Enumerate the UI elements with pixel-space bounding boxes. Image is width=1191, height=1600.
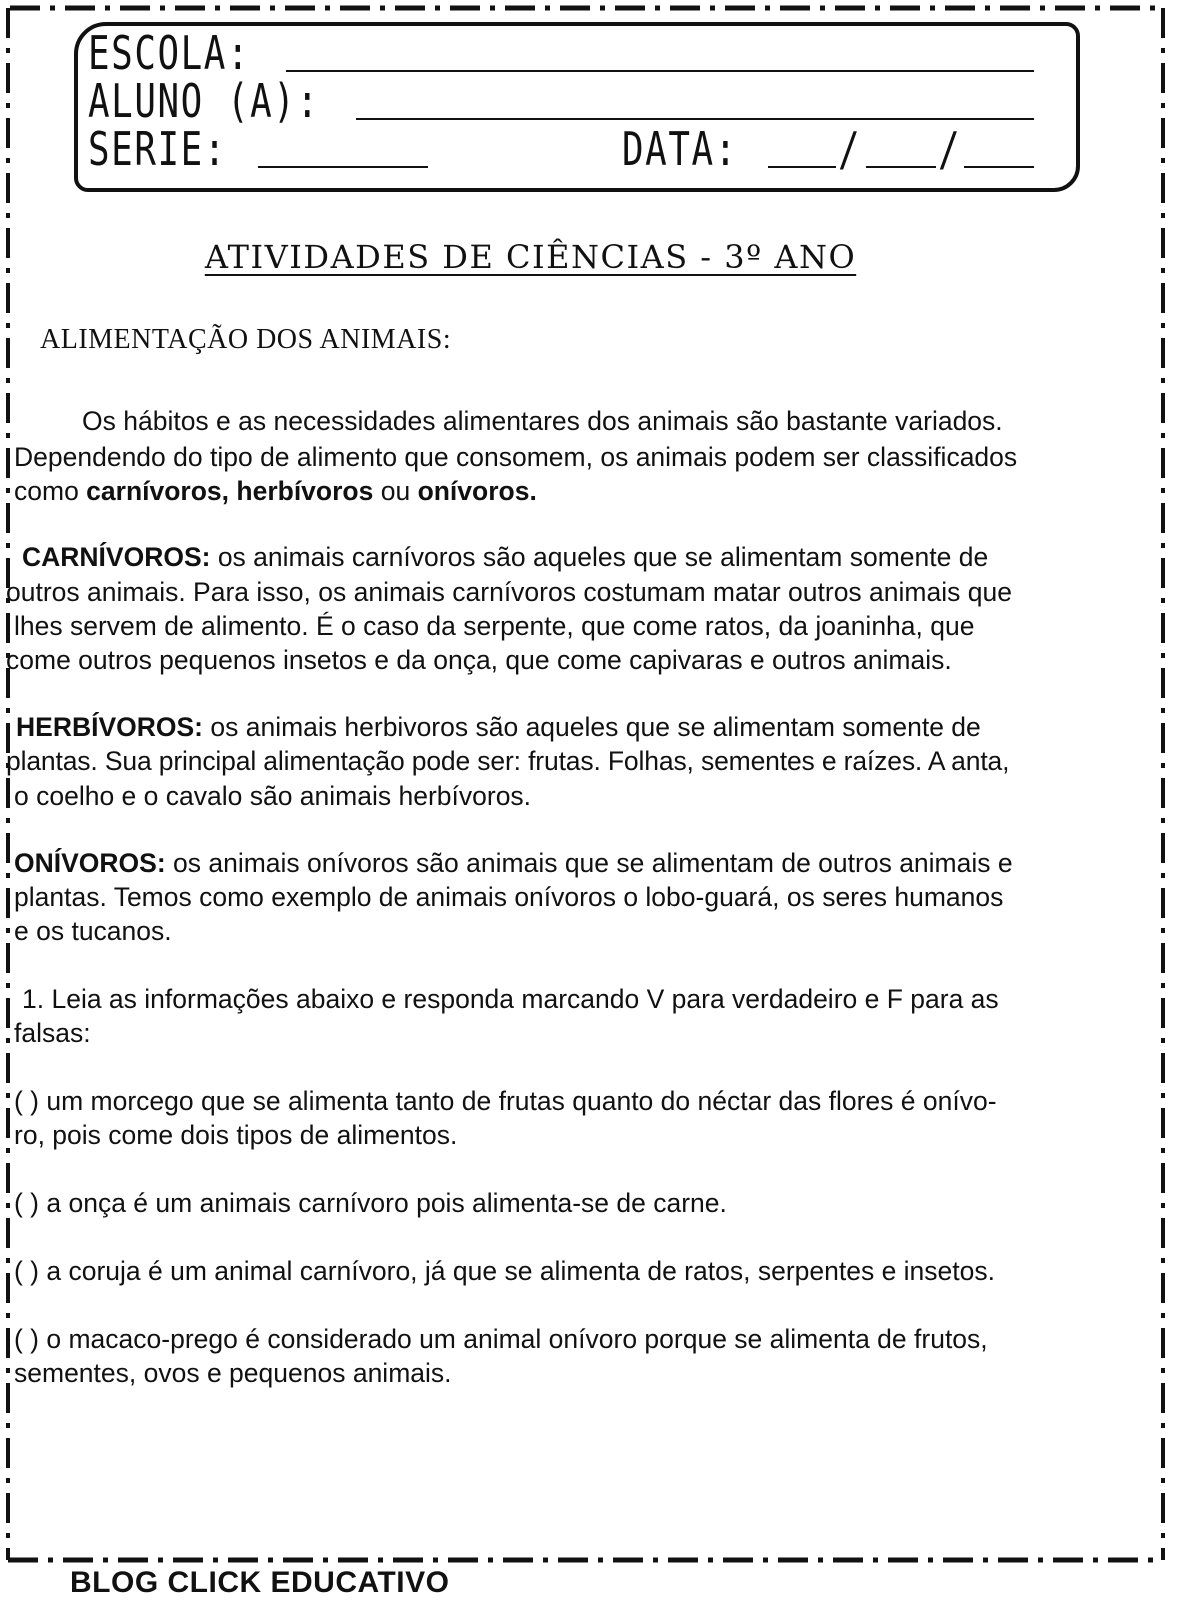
item-1-line-2: ro, pois come dois tipos de alimentos.	[14, 1120, 458, 1150]
aluno-field[interactable]	[356, 118, 1034, 120]
serie-label: SERIE:	[88, 122, 227, 176]
intro-mid: ou	[373, 476, 418, 506]
onivoros-label: ONÍVOROS:	[14, 848, 166, 878]
escola-label: ESCOLA:	[88, 26, 251, 80]
intro-pre: como	[14, 476, 87, 506]
page-title	[0, 238, 1191, 276]
intro-line-1: Os hábitos e as necessidades alimentares dos animais são bastante variados.	[82, 406, 1003, 436]
carnivoros-line-4: come outros pequenos insetos e da onça, que come capivaras e outros animais.	[6, 645, 952, 675]
carnivoros-text-1: os animais carnívoros são aqueles que se alimentam somente de	[210, 542, 989, 572]
aluno-label: ALUNO (A):	[88, 74, 320, 128]
carnivoros-label: CARNÍVOROS:	[22, 542, 211, 572]
herbivoros-text-1: os animais herbivoros são aqueles que se alimentam somente de	[203, 712, 981, 742]
herbivoros-line-2: plantas. Sua principal alimentação pode ser: frutas. Folhas, sementes e raízes. A anta,	[6, 746, 1010, 776]
question-line-2: falsas:	[14, 1018, 91, 1048]
date-month-field[interactable]	[866, 166, 936, 168]
intro-term-1: carnívoros, herbívoros	[86, 476, 374, 506]
serie-field[interactable]	[258, 166, 428, 168]
item-2-line-1[interactable]: ( ) a onça é um animais carnívoro pois alimenta-se de carne.	[14, 1188, 727, 1218]
intro-term-2: onívoros.	[417, 476, 537, 506]
herbivoros-label: HERBÍVOROS:	[16, 712, 203, 742]
page-title-text: ATIVIDADES DE CIÊNCIAS - 3º ANO	[204, 238, 857, 276]
herbivoros-line-3: o coelho e o cavalo são animais herbívoros.	[14, 781, 532, 811]
date-slash-2: /	[938, 122, 962, 176]
onivoros-text-1: os animais onívoros são animais que se alimentam de outros animais e	[165, 848, 1013, 878]
herbivoros-line-1	[16, 710, 981, 744]
carnivoros-line-1	[22, 540, 988, 574]
intro-line-3	[14, 474, 537, 508]
item-3-line-1[interactable]: ( ) a coruja é um animal carnívoro, já que se alimenta de ratos, serpentes e insetos.	[14, 1256, 995, 1286]
onivoros-line-3: e os tucanos.	[14, 916, 172, 946]
date-year-field[interactable]	[964, 166, 1034, 168]
item-1-line-1[interactable]: ( ) um morcego que se alimenta tanto de frutas quanto do néctar das flores é onívo-	[14, 1086, 997, 1116]
intro-line-2: Dependendo do tipo de alimento que consomem, os animais podem ser classificados	[14, 442, 1018, 472]
onivoros-line-1	[14, 846, 1013, 880]
section-subtitle: ALIMENTAÇÃO DOS ANIMAIS:	[40, 324, 452, 355]
item-4-line-2: sementes, ovos e pequenos animais.	[14, 1358, 452, 1388]
date-slash-1: /	[838, 122, 862, 176]
carnivoros-line-2: outros animais. Para isso, os animais carnívoros costumam matar outros animais que	[6, 577, 1012, 607]
question-line-1: 1. Leia as informações abaixo e responda marcando V para verdadeiro e F para as	[22, 984, 999, 1014]
onivoros-line-2: plantas. Temos como exemplo de animais onívoros o lobo-guará, os seres humanos	[14, 882, 1004, 912]
data-label: DATA:	[622, 122, 738, 176]
footer-blog-name: BLOG CLICK EDUCATIVO	[70, 1566, 450, 1599]
escola-field[interactable]	[286, 70, 1034, 72]
carnivoros-line-3: lhes servem de alimento. É o caso da serpente, que come ratos, da joaninha, que	[14, 611, 975, 641]
date-day-field[interactable]	[768, 166, 836, 168]
item-4-line-1[interactable]: ( ) o macaco-prego é considerado um animal onívoro porque se alimenta de frutos,	[14, 1324, 988, 1354]
